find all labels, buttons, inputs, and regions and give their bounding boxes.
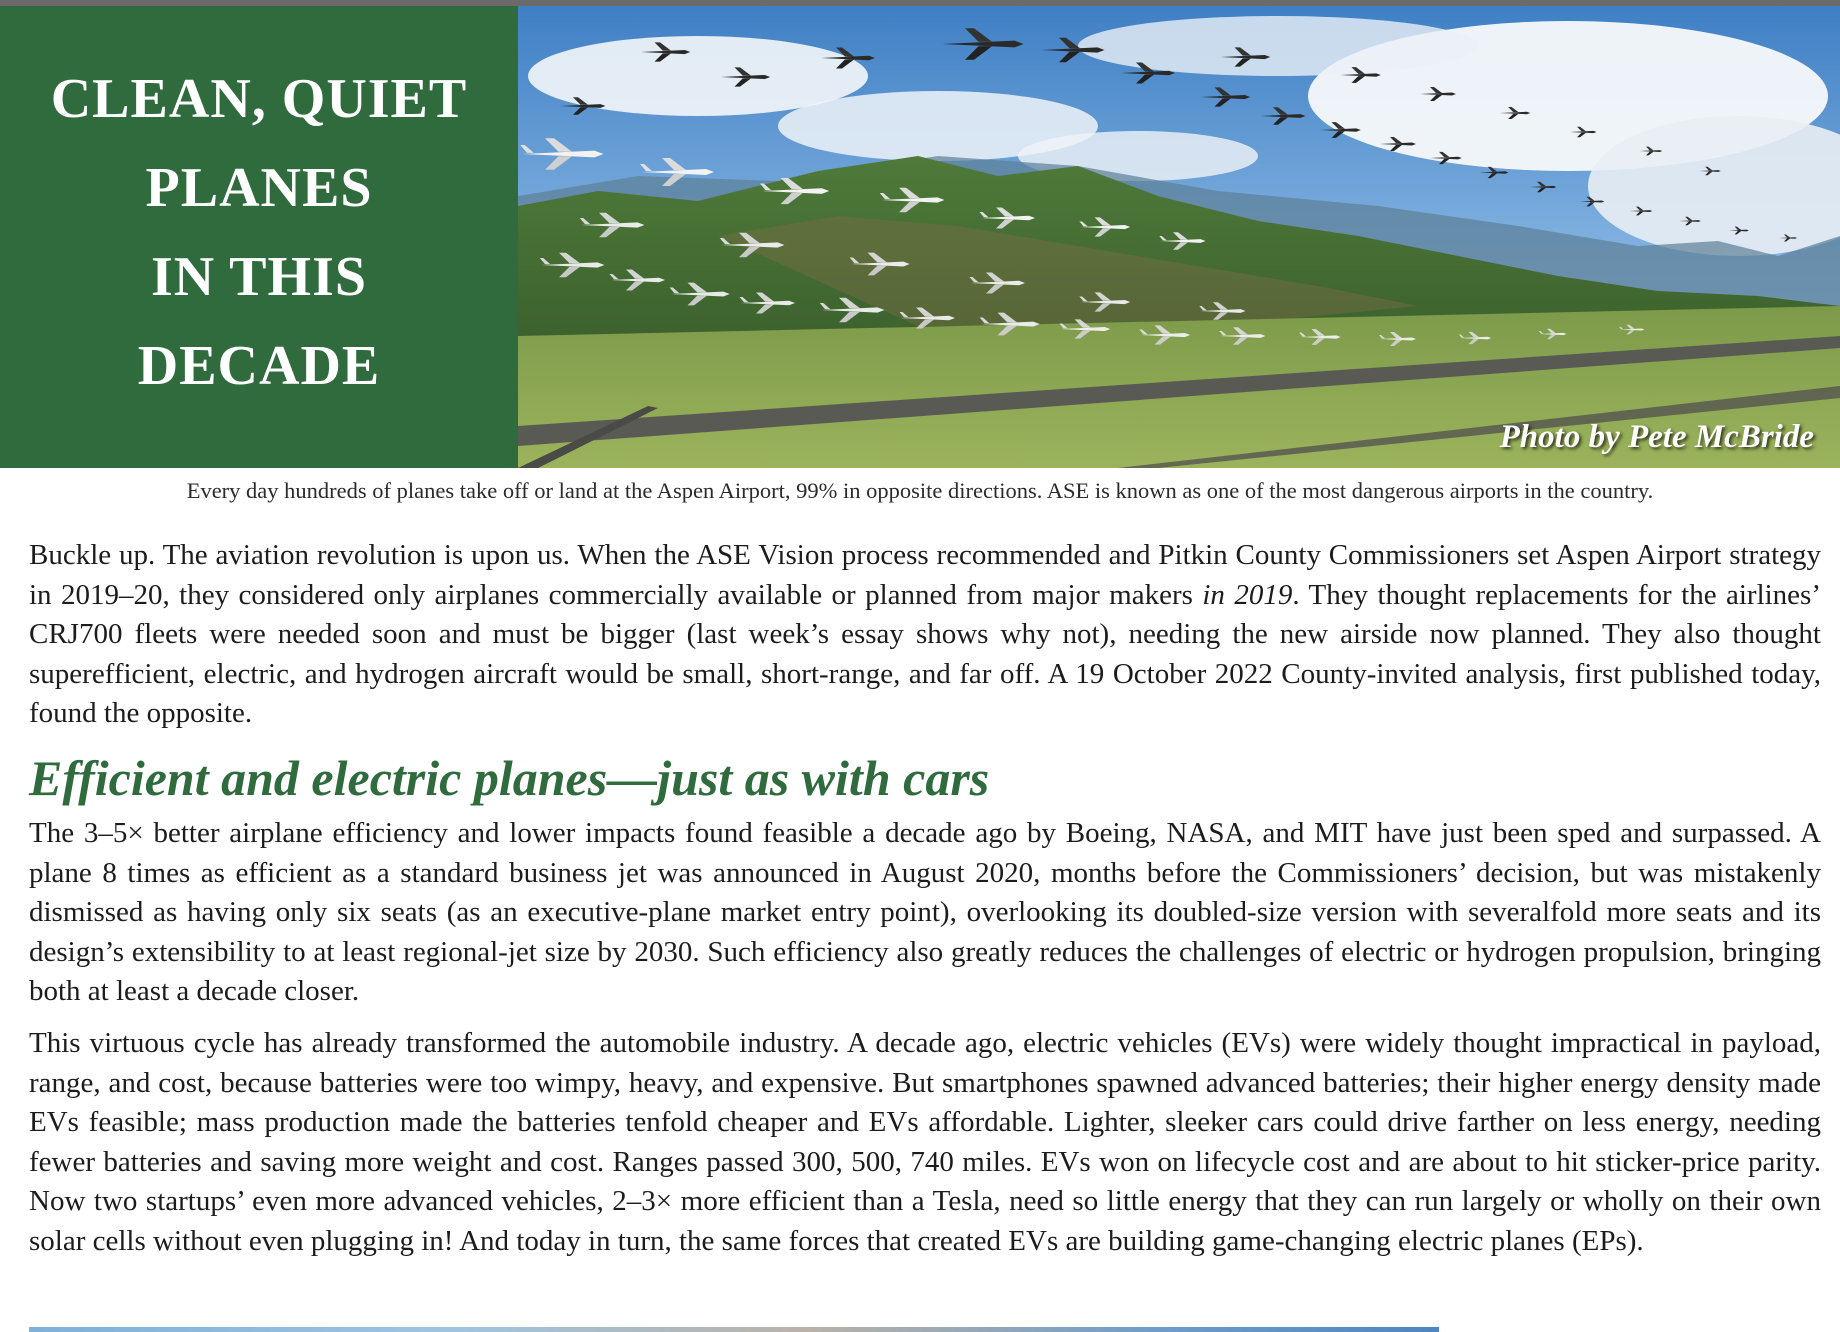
page-title [51,55,468,411]
title-line-1: CLEAN, QUIET [50,68,468,130]
intro-italic-year: in 2019 [1202,578,1293,611]
title-line-4: DECADE [137,335,381,397]
header-banner [0,6,1840,468]
next-image-strip [29,1327,1439,1332]
airport-photo [518,6,1840,468]
paragraph-efficiency: The 3–5× better airplane efficiency and lower impacts found feasible a decade ago by Boeing, NASA, and MIT have just been sped and surpassed. A plane 8 times as efficient as a standard business jet was announced in August 2020, months before the Commissioners’ decision, but was mistakenly dismissed as having only six seats (as an executive-plane market entry point), overlooking its doubled-size version with severalfold more seats and its design’s extensibility to at least regional-jet size by 2030. Such efficiency also greatly reduces the challenges of electric or hydrogen propulsion, bringing both at least a decade closer. [29,817,1821,1007]
title-line-3: IN THIS [150,246,368,308]
intro-paragraph [29,536,1821,734]
paragraph-virtuous-cycle: This virtuous cycle has already transformed the automobile industry. A decade ago, electric vehicles (EVs) were widely thought impractical in payload, range, and cost, because batteries were too wimpy, heavy, and expensive. But smartphones spawned advanced batteries; their higher energy density made EVs feasible; mass production made the batteries tenfold cheaper and EVs affordable. Lighter, sleeker cars could drive farther on less energy, needing fewer batteries and saving more weight and cost. Ranges passed 300, 500, 740 miles. EVs won on lifecycle cost and are about to hit sticker-price parity. Now two startups’ even more advanced vehicles, 2–3× more efficient than a Tesla, need so little energy that they can run largely or wholly on their own solar cells without even plugging in! And today in turn, the same forces that created EVs are building game-changing electric planes (EPs). [29,1027,1821,1257]
photo-credit: Photo by Pete McBride [1499,419,1814,455]
title-panel [0,6,518,468]
intro-text-part-1: Buckle up. The aviation revolution is upon us. When the ASE Vision process recommended and Pitkin County Commissioners set Aspen Airport strategy in 2019–20, they considered only airplanes commercially available or planned from major makers [29,539,1821,611]
section-heading: Efficient and electric planes—just as with cars [29,750,990,806]
photo-caption: Every day hundreds of planes take off or land at the Aspen Airport, 99% in opposite directions. ASE is known as one of the most dangerous airports in the country. [186,478,1654,503]
intro-text-part-2: . They thought replacements for the airlines’ CRJ700 fleets were needed soon and must be bigger (last week’s essay shows why not), needing the new airside now planned. They also thought superefficient, electric, and hydrogen aircraft would be small, short-range, and far off. A 19 October 2022 County-invited analysis, first published today, found the opposite. [29,578,1822,729]
title-line-2: PLANES [145,157,373,219]
airport-photo-image [518,6,1840,468]
